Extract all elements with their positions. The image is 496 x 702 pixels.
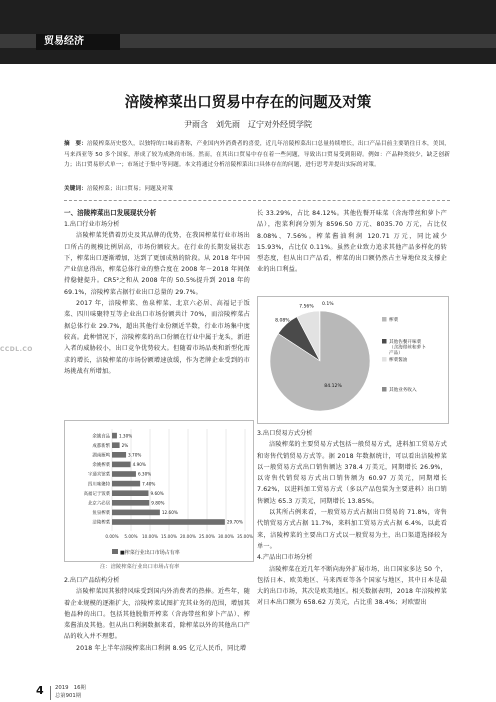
bar <box>112 519 225 525</box>
pie-legend-label: 其他业务收入 <box>389 388 417 393</box>
pie-legend-label <box>389 338 426 356</box>
bar <box>112 510 160 516</box>
paragraph: 2018 年上半年涪陵榨菜出口利润 8.95 亿元人民币，同比增 <box>76 644 247 652</box>
bar-category-label: 余姚榨菜 <box>92 463 110 469</box>
subheading-trade-method: 3.出口贸易方式分析 <box>257 430 313 437</box>
subheading-market: 1.出口行业市场分析 <box>64 221 120 228</box>
bar-category-label: 余姚食品 <box>92 434 110 440</box>
pie-value-label: 8.08% <box>275 318 290 324</box>
issue-line-2: 总第901期 <box>55 693 82 699</box>
pie-legend-swatch <box>382 387 387 392</box>
bar-value-label: 2% <box>121 442 129 448</box>
bar-value-label: 12.60% <box>161 510 178 516</box>
bar-category-label: 宇通宾馆菜 <box>88 472 110 478</box>
section-tag: 贸易经济 <box>36 34 120 50</box>
issue-line-1: 2019 16期 <box>55 685 86 691</box>
bar <box>112 462 131 468</box>
pie-legend-swatch <box>382 339 387 344</box>
left-column-bottom <box>64 575 250 654</box>
pie-value-label: 84.12% <box>324 384 342 390</box>
section-heading-1: 一、涪陵榨菜出口发展现状分析 <box>64 209 157 217</box>
bar <box>112 442 120 448</box>
bar-value-label: 4.90% <box>132 462 146 468</box>
bar-x-tick-label: 0.00% <box>105 534 119 539</box>
paragraph: 长 33.29%，占比 84.12%。其他佐餐开味菜（含海带丝和萝卜产品），泡菜利润分别为 8596.50 万元、8035.70 万元，占比仅 8.08%、7.56%。榨菜酱油利润 120.71 万元，同比减少 15.93%，占比仅 0.11%。虽然企业致力追求其他产品多样化的转型态度，但从出口产品看，榨菜的出口额仍然占主导地位及支撑企业的出口利益。 <box>257 210 447 274</box>
bar-category-label: 湖南雁鸣 <box>92 453 110 459</box>
paragraph: 涪陵榨菜凭借着历史及其品牌的优势，在我国榨菜行业市场出口所占的规模比例居高，市场份额较大。在行业的长期发展状态下，榨菜出口逐渐增加，达到了更加成熟的阶段。从 2018 年中国产业信息得出，榨菜总体行业的整合度在 2008 年－2018 年间保持稳健提升。CR5²之和从 2008 年的 50.5%提升到 2018 年的 69.1%，涪陵榨菜占据行业出口总量的 29.7%。 <box>64 232 250 296</box>
bar-x-tick-label: 10.00% <box>142 534 158 539</box>
abstract <box>64 139 450 171</box>
bar <box>112 500 149 506</box>
keywords-label: 关键词： <box>64 186 87 192</box>
article-authors: 尹雨含 刘先雨 辽宁对外经贸学院 <box>184 120 312 129</box>
bar-value-label: 6.30% <box>137 471 152 477</box>
bar-legend-text: ■榨菜行业出口市场占有率 <box>120 550 180 556</box>
right-column-bottom <box>257 428 447 609</box>
bar <box>112 452 126 458</box>
pie-legend-swatch <box>382 357 387 362</box>
header-band <box>0 0 496 64</box>
bar-value-label: 1.30% <box>118 433 133 439</box>
paragraph: 涪陵榨菜的主要贸易方式包括一般贸易方式，进料加工贸易方式和寄售代销贸易方式等。据 2018 年数据统计，可以看出涪陵榨菜以一般贸易方式出口销售额达 378.4 万美元，同期增长 26.9%，以寄售代销贸易方式出口销售额为 60.97 万美元，同期增长 7.62%，以进料加工贸易方式（多以产品包装为主要进料）出口销售额达 65.3 万美元，同期增长 13.85%。 <box>257 441 447 505</box>
bar <box>112 481 140 487</box>
paragraph: 涪陵榨菜在近几年不断向海外扩展市场，出口国家多达 50 个，包括日本、欧美地区、马来西亚等各个国家与地区，其中日本是最大的出口市场，其次是欧美地区。相关数据表明，2018 年涪陵榨菜对日本出口额为 658.62 万美元，占比重 38.4%；对欧盟出 <box>257 565 447 607</box>
bar-value-label: 9.60% <box>150 490 164 496</box>
pie-legend-label-line: 产品） <box>389 351 403 357</box>
paragraph: 以其所占例来看，一般贸易方式占据出口贸易的 71.8%，寄售代销贸易方式占据 11.7%，来料加工贸易方式占据 6.4%，以此看来，涪陵榨菜的主要出口方式以一般贸易为主，出口渠道选择较为单一。 <box>257 509 447 550</box>
bar-legend-swatch <box>112 549 118 554</box>
bar <box>112 433 117 439</box>
bar-category-label: 涪陵榨菜 <box>92 520 110 526</box>
pie-legend-label-line: （含海带丝和萝卜 <box>389 345 426 351</box>
paragraph: 2017 年，涪陵榨菜、鱼泉榨菜、北京六必居、高福记于饭菜、四川味聚特互等企业出口市场份额共计 70%，而涪陵榨菜占据总体行业 29.7%，超出其他行业份额近半数，行业市场集中度较高。此种情况下，涪陵榨菜的出口份额在行业中属于龙头，新进入者的威胁较小，出口竞争优势较大。但随着市场品类和新型化需求的增长，涪陵榨菜的市场份额增速放缓，作为老牌企业受到的市场挑战有所增加。 <box>64 300 250 375</box>
bar-x-tick-label: 25.00% <box>199 534 215 539</box>
bar <box>112 471 136 477</box>
footer-divider <box>50 686 51 700</box>
subheading-product: 2.出口产品结构分析 <box>64 577 120 584</box>
bar-x-tick-label: 15.00% <box>161 534 177 539</box>
bar-category-label: 高福记于饭菜 <box>83 491 110 497</box>
watermark: CCDL.CO <box>0 346 33 353</box>
bar-value-label: 9.80% <box>151 500 165 506</box>
bar-x-tick-label: 35.00% <box>237 534 253 539</box>
pie-chart-frame <box>257 296 449 424</box>
bar-chart-frame <box>64 420 254 562</box>
bar-chart-caption: 注：涪陵榨菜行业出口市场占有率 <box>100 564 180 570</box>
bar-value-label: 3.70% <box>128 452 142 458</box>
paragraph: 涪陵榨菜因其独特风味受到国内外消费者的热捧。近些年，随着企业规模的逐渐扩大，涪陵榨菜试图扩充其业务的范围，增加其他品种的出口。包括其他脱脂开榨菜（含海带丝和萝卜产品）、榨菜酱油及其他。但从出口利润数据来看，除榨菜以外的其他出口产品的收入并不理想。 <box>64 588 250 641</box>
pie-legend-label: 榨菜 <box>389 318 399 323</box>
bar-x-tick-label: 20.00% <box>180 534 196 539</box>
bar-category-label: 北京六必居 <box>88 501 110 507</box>
left-column <box>64 208 250 377</box>
pie-value-label: 7.56% <box>299 304 314 310</box>
pie-legend-label-line: 其他佐餐开味菜 <box>389 340 422 345</box>
abstract-text: 涪陵榨菜历史悠久，以独特的口味而著称，产业国内外消费者的喜爱，近几年涪陵榨菜出口总量持续增长，出口产品目前主要销往日本，美国，马来西亚等 50 多个国家，形成了较为成熟的市场。然而，在其出口贸易中存在着一些问题，导致出口贸易受到阻碍。例如：产品种类较少，缺乏创新力；出口贸易形式单一；市场过于集中等问题。本文将通过分析涪陵榨菜出口具体存在的问题，进行思考并提出实际的对策。 <box>64 141 450 169</box>
page-number: 4 <box>36 684 44 697</box>
abstract-divider <box>64 200 450 201</box>
bar-x-tick-label: 5.00% <box>124 534 138 539</box>
bar <box>112 490 148 496</box>
bar-value-label: 29.70% <box>226 519 243 525</box>
pie-chart <box>258 297 448 423</box>
right-column-top <box>257 208 447 276</box>
keywords-text: 涪陵榨菜；出口贸易；问题及对策 <box>86 186 174 192</box>
keywords <box>64 184 450 195</box>
pie-legend-swatch <box>382 317 387 322</box>
bar-chart <box>65 421 253 561</box>
article-title: 涪陵榨菜出口贸易中存在的问题及对策 <box>124 94 372 111</box>
bar-value-label: 7.40% <box>142 481 156 487</box>
bar-category-label: 四川味聚特 <box>88 482 110 488</box>
subheading-market-export: 4.产品出口市场分析 <box>257 554 313 562</box>
pie-legend-label: 榨菜酱油 <box>389 358 408 363</box>
bar-category-label: 成都新繁 <box>92 443 110 449</box>
bar-x-tick-label: 30.00% <box>218 534 234 539</box>
abstract-label: 摘 要： <box>64 141 88 147</box>
bar-category-label: 鱼泉榨菜 <box>92 511 110 517</box>
pie-value-label: 0.1% <box>321 302 334 308</box>
